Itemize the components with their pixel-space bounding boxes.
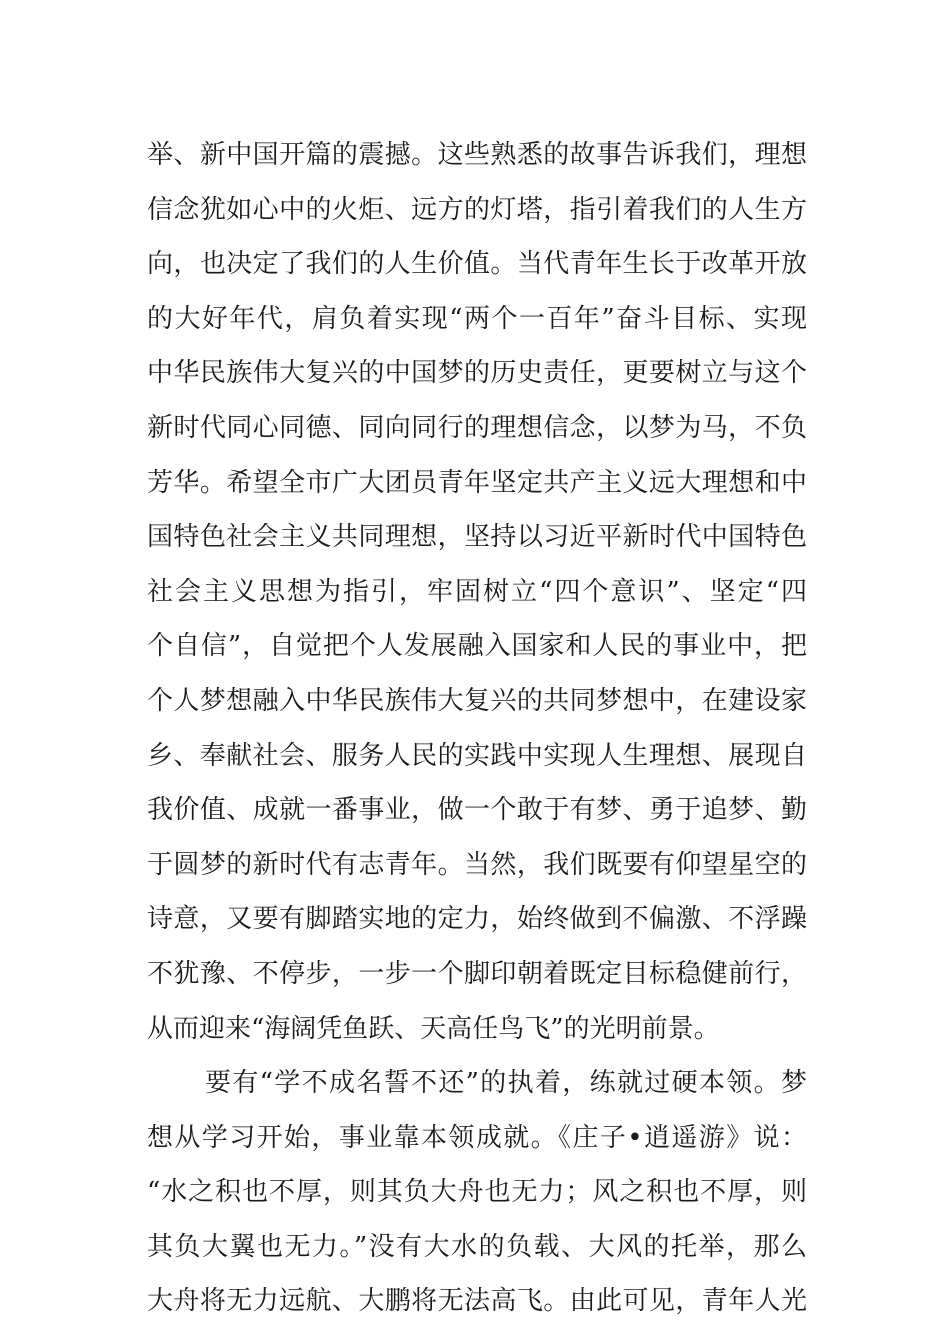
text-line: 个人梦想融入中华民族伟大复兴的共同梦想中，在建设家 [147, 685, 807, 716]
text-line: 不犹豫、不停步，一步一个脚印朝着既定目标稳健前行， [147, 958, 807, 989]
text-line: 要有“学不成名誓不还”的执着，练就过硬本领。梦 [205, 1068, 807, 1099]
paragraph-2 [147, 1056, 807, 1329]
text-line: 乡、奉献社会、服务人民的实践中实现人生理想、展现自 [147, 740, 807, 771]
text-line: 中华民族伟大复兴的中国梦的历史责任，更要树立与这个 [147, 358, 807, 389]
text-line: 想从学习开始，事业靠本领成就。《庄子•逍遥游》说： [147, 1122, 807, 1153]
text-line: 大舟将无力远航、大鹏将无法高飞。由此可见，青年人光 [147, 1286, 807, 1317]
text-line: “水之积也不厚，则其负大舟也无力；风之积也不厚，则 [147, 1177, 807, 1208]
text-line: 从而迎来“海阔凭鱼跃、天高任鸟飞”的光明前景。 [147, 1013, 720, 1044]
text-line: 于圆梦的新时代有志青年。当然，我们既要有仰望星空的 [147, 849, 807, 880]
text-line: 国特色社会主义共同理想，坚持以习近平新时代中国特色 [147, 522, 807, 553]
text-line: 诗意，又要有脚踏实地的定力，始终做到不偏激、不浮躁 [147, 904, 807, 935]
text-line: 举、新中国开篇的震撼。这些熟悉的故事告诉我们，理想 [147, 140, 807, 170]
paragraph-1 [147, 128, 807, 1056]
text-line: 向，也决定了我们的人生价值。当代青年生长于改革开放 [147, 249, 807, 280]
text-line: 其负大翼也无力。”没有大水的负载、大风的托举，那么 [147, 1231, 807, 1262]
text-line: 社会主义思想为指引，牢固树立“四个意识”、坚定“四 [147, 576, 807, 607]
text-line: 信念犹如心中的火炬、远方的灯塔，指引着我们的人生方 [147, 194, 807, 225]
text-line: 芳华。希望全市广大团员青年坚定共产主义远大理想和中 [147, 467, 807, 498]
text-line: 的大好年代，肩负着实现“两个一百年”奋斗目标、实现 [147, 303, 807, 334]
text-line: 我价值、成就一番事业，做一个敢于有梦、勇于追梦、勤 [147, 795, 807, 826]
text-line: 新时代同心同德、同向同行的理想信念，以梦为马，不负 [147, 412, 807, 443]
body-text [147, 128, 807, 1329]
text-line: 个自信”，自觉把个人发展融入国家和人民的事业中，把 [147, 631, 807, 662]
